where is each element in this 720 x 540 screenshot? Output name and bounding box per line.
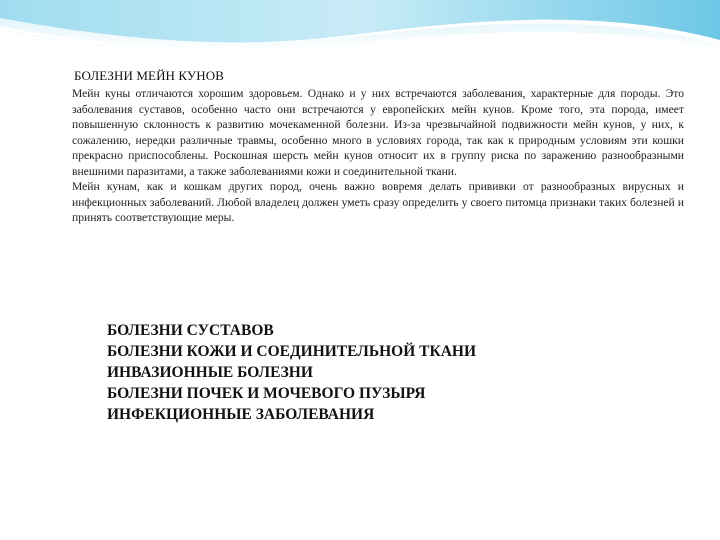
body-text <box>72 86 684 226</box>
topic-invasive-diseases: ИНВАЗИОННЫЕ БОЛЕЗНИ <box>107 364 313 381</box>
topic-kidney-diseases: БОЛЕЗНИ ПОЧЕК И МОЧЕВОГО ПУЗЫРЯ <box>107 385 426 402</box>
topic-infectious-diseases: ИНФЕКЦИОННЫЕ ЗАБОЛЕВАНИЯ <box>107 406 375 423</box>
topic-list <box>107 320 476 425</box>
decorative-wave-header <box>0 0 720 70</box>
paragraph-1: Мейн куны отличаются хорошим здоровьем. Однако и у них встречаются заболевания, характерные для породы. Это заболевания суставов, особенно часто они встречаются у европейских мейн кунов. Кроме того, эта порода, имеет повышенную склонность к развитию мочекаменной болезни. Из-за чрезвычайной подвижности мейн кунов, у них, к сожалению, нередки различные травмы, особенно много в условиях города, так как к природным условиям эти кошки прекрасно приспособлены. Роскошная шерсть мейн кунов относит их в группу риска по заражению разнообразными внешними паразитами, а также заболеваниями кожи и соединительной ткани. <box>72 87 684 178</box>
slide-title: БОЛЕЗНИ МЕЙН КУНОВ <box>74 68 224 83</box>
topic-skin-diseases: БОЛЕЗНИ КОЖИ И СОЕДИНИТЕЛЬНОЙ ТКАНИ <box>107 343 477 360</box>
paragraph-2: Мейн кунам, как и кошкам других пород, очень важно вовремя делать прививки от разнообразных вирусных и инфекционных заболеваний. Любой владелец должен уметь сразу определить у своего питомца признаки таких болезней и принять соответствующие меры. <box>72 180 684 224</box>
topic-joint-diseases: БОЛЕЗНИ СУСТАВОВ <box>107 322 274 339</box>
